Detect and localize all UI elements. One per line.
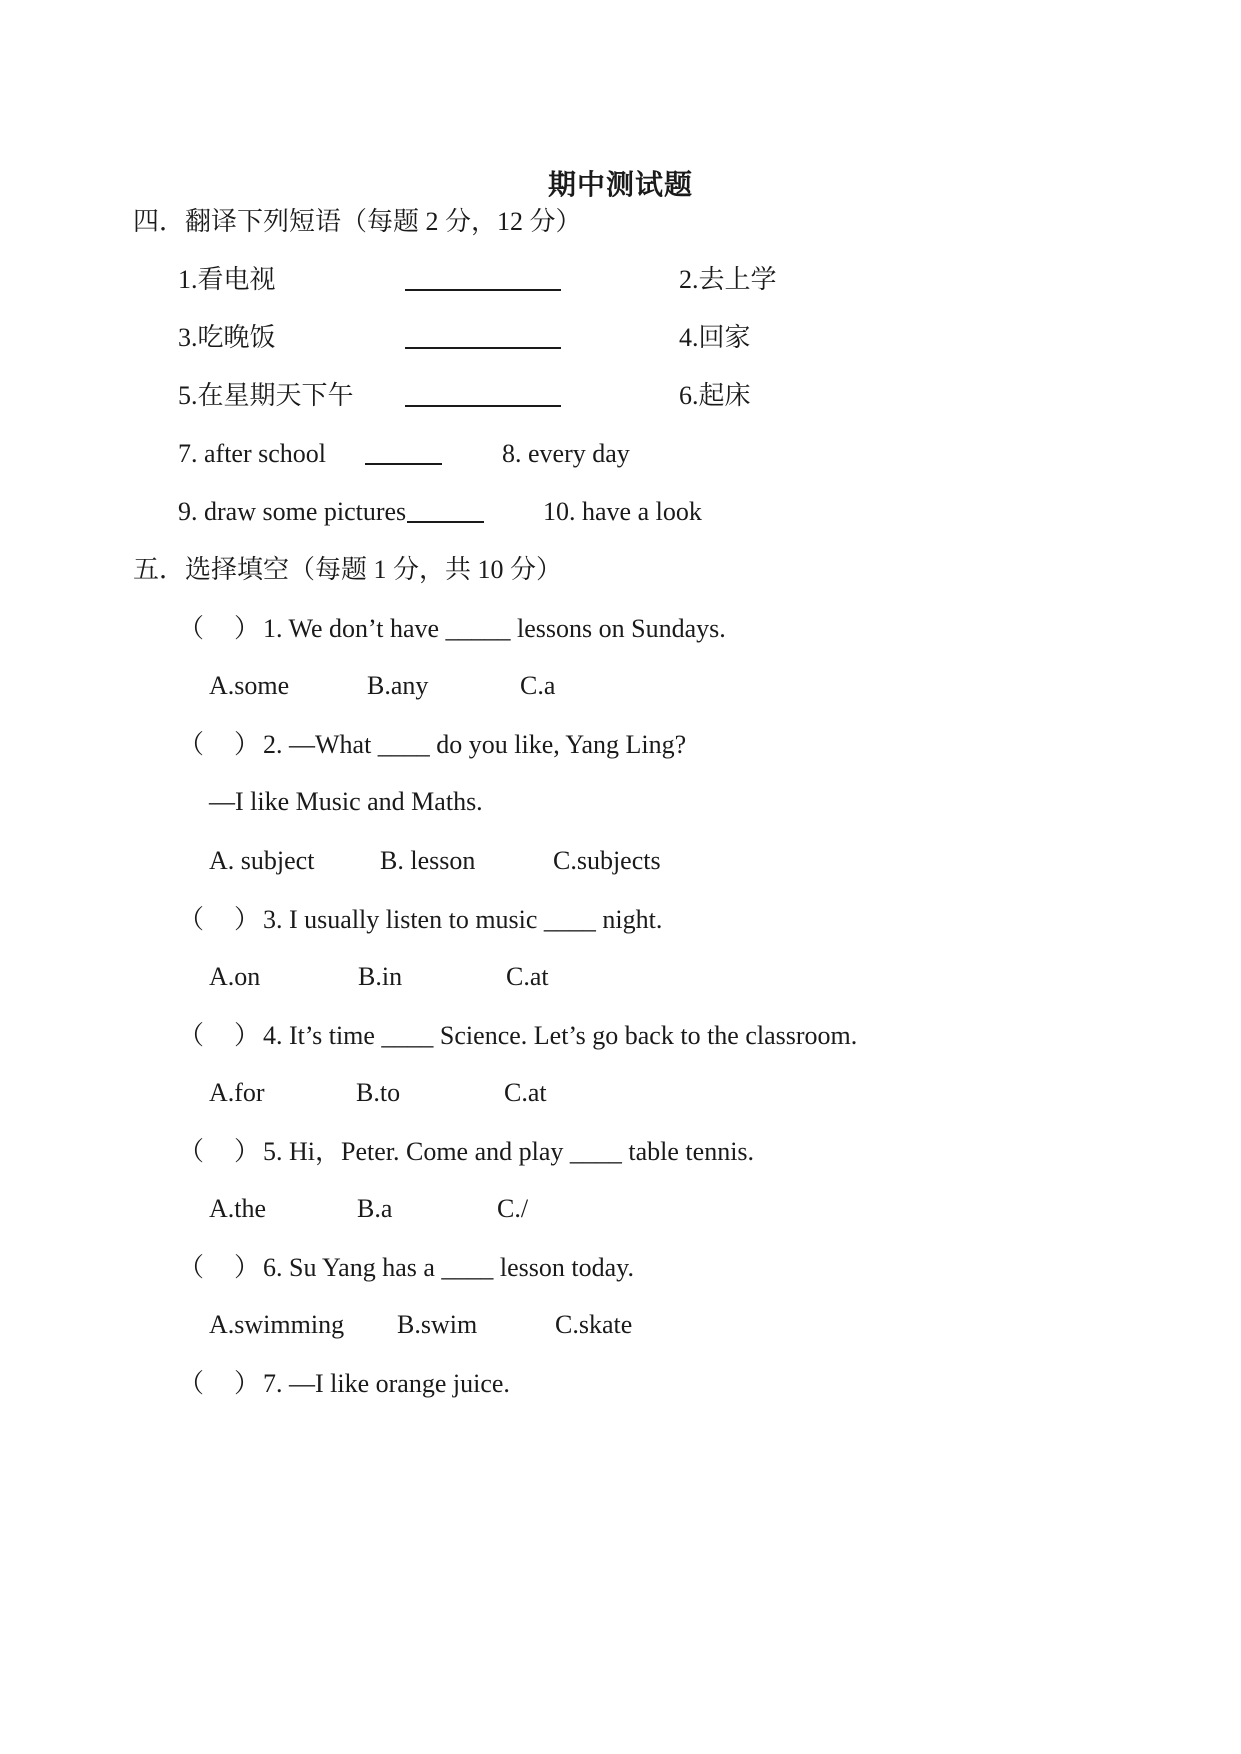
paren-open: （ [178, 614, 205, 643]
q2-option-a: A. subject [209, 846, 315, 875]
answer-paren-1[interactable] [178, 612, 260, 646]
q1-option-a: A.some [209, 671, 290, 700]
paren-close: ） [234, 1369, 261, 1398]
phrase-9: 9. draw some pictures [178, 497, 407, 526]
q5-option-a: A.the [209, 1194, 267, 1223]
q1-option-c: C.a [520, 671, 556, 700]
answer-paren-5[interactable] [178, 1135, 260, 1169]
answer-blank-9[interactable] [407, 495, 484, 523]
question-1-stem: 1. We don’t have _____ lessons on Sundays. [263, 614, 726, 643]
phrase-10: 10. have a look [543, 497, 702, 526]
phrase-6: 6.起床 [679, 381, 751, 410]
paren-close: ） [234, 1137, 261, 1166]
q4-option-b: B.to [356, 1078, 401, 1107]
answer-paren-4[interactable] [178, 1019, 260, 1053]
q3-option-a: A.on [209, 962, 261, 991]
paren-close: ） [234, 730, 261, 759]
paren-open: （ [178, 1369, 205, 1398]
q1-option-b: B.any [367, 671, 429, 700]
answer-blank-7[interactable] [365, 437, 442, 465]
question-2-stem: 2. —What ____ do you like, Yang Ling? [263, 730, 687, 759]
page-title: 期中测试题 [547, 170, 693, 201]
paren-open: （ [178, 1253, 205, 1282]
answer-paren-2[interactable] [178, 728, 260, 762]
phrase-1: 1.看电视 [178, 265, 276, 294]
paren-close: ） [234, 1253, 261, 1282]
paren-open: （ [178, 905, 205, 934]
q6-option-b: B.swim [397, 1310, 478, 1339]
answer-paren-6[interactable] [178, 1251, 260, 1285]
phrase-4: 4.回家 [679, 323, 751, 352]
question-7-stem: 7. —I like orange juice. [263, 1369, 510, 1398]
section-4-heading: 四．翻译下列短语（每题 2 分，12 分） [133, 207, 582, 236]
q3-option-c: C.at [506, 962, 549, 991]
answer-blank-3[interactable] [405, 321, 561, 349]
question-5-stem: 5. Hi，Peter. Come and play ____ table tennis. [263, 1137, 755, 1166]
q6-option-a: A.swimming [209, 1310, 345, 1339]
q2-option-c: C.subjects [553, 846, 661, 875]
phrase-2: 2.去上学 [679, 265, 777, 294]
answer-blank-1[interactable] [405, 263, 561, 291]
q3-option-b: B.in [358, 962, 403, 991]
paren-close: ） [234, 905, 261, 934]
phrase-8: 8. every day [502, 439, 630, 468]
paren-close: ） [234, 1021, 261, 1050]
q6-option-c: C.skate [555, 1310, 633, 1339]
phrase-7: 7. after school [178, 439, 327, 468]
answer-paren-3[interactable] [178, 903, 260, 937]
q4-option-c: C.at [504, 1078, 547, 1107]
q4-option-a: A.for [209, 1078, 265, 1107]
answer-paren-7[interactable] [178, 1367, 260, 1401]
paren-open: （ [178, 1137, 205, 1166]
q2-option-b: B. lesson [380, 846, 476, 875]
paren-close: ） [234, 614, 261, 643]
paren-open: （ [178, 730, 205, 759]
section-5-heading: 五．选择填空（每题 1 分，共 10 分） [133, 555, 563, 584]
paren-open: （ [178, 1021, 205, 1050]
phrase-5: 5.在星期天下午 [178, 381, 354, 410]
question-3-stem: 3. I usually listen to music ____ night. [263, 905, 663, 934]
q5-option-b: B.a [357, 1194, 393, 1223]
question-4-stem: 4. It’s time ____ Science. Let’s go back to the classroom. [263, 1021, 858, 1050]
q5-option-c: C./ [497, 1194, 529, 1223]
question-6-stem: 6. Su Yang has a ____ lesson today. [263, 1253, 634, 1282]
question-2-reply: —I like Music and Maths. [209, 787, 483, 816]
answer-blank-5[interactable] [405, 379, 561, 407]
phrase-3: 3.吃晚饭 [178, 323, 276, 352]
